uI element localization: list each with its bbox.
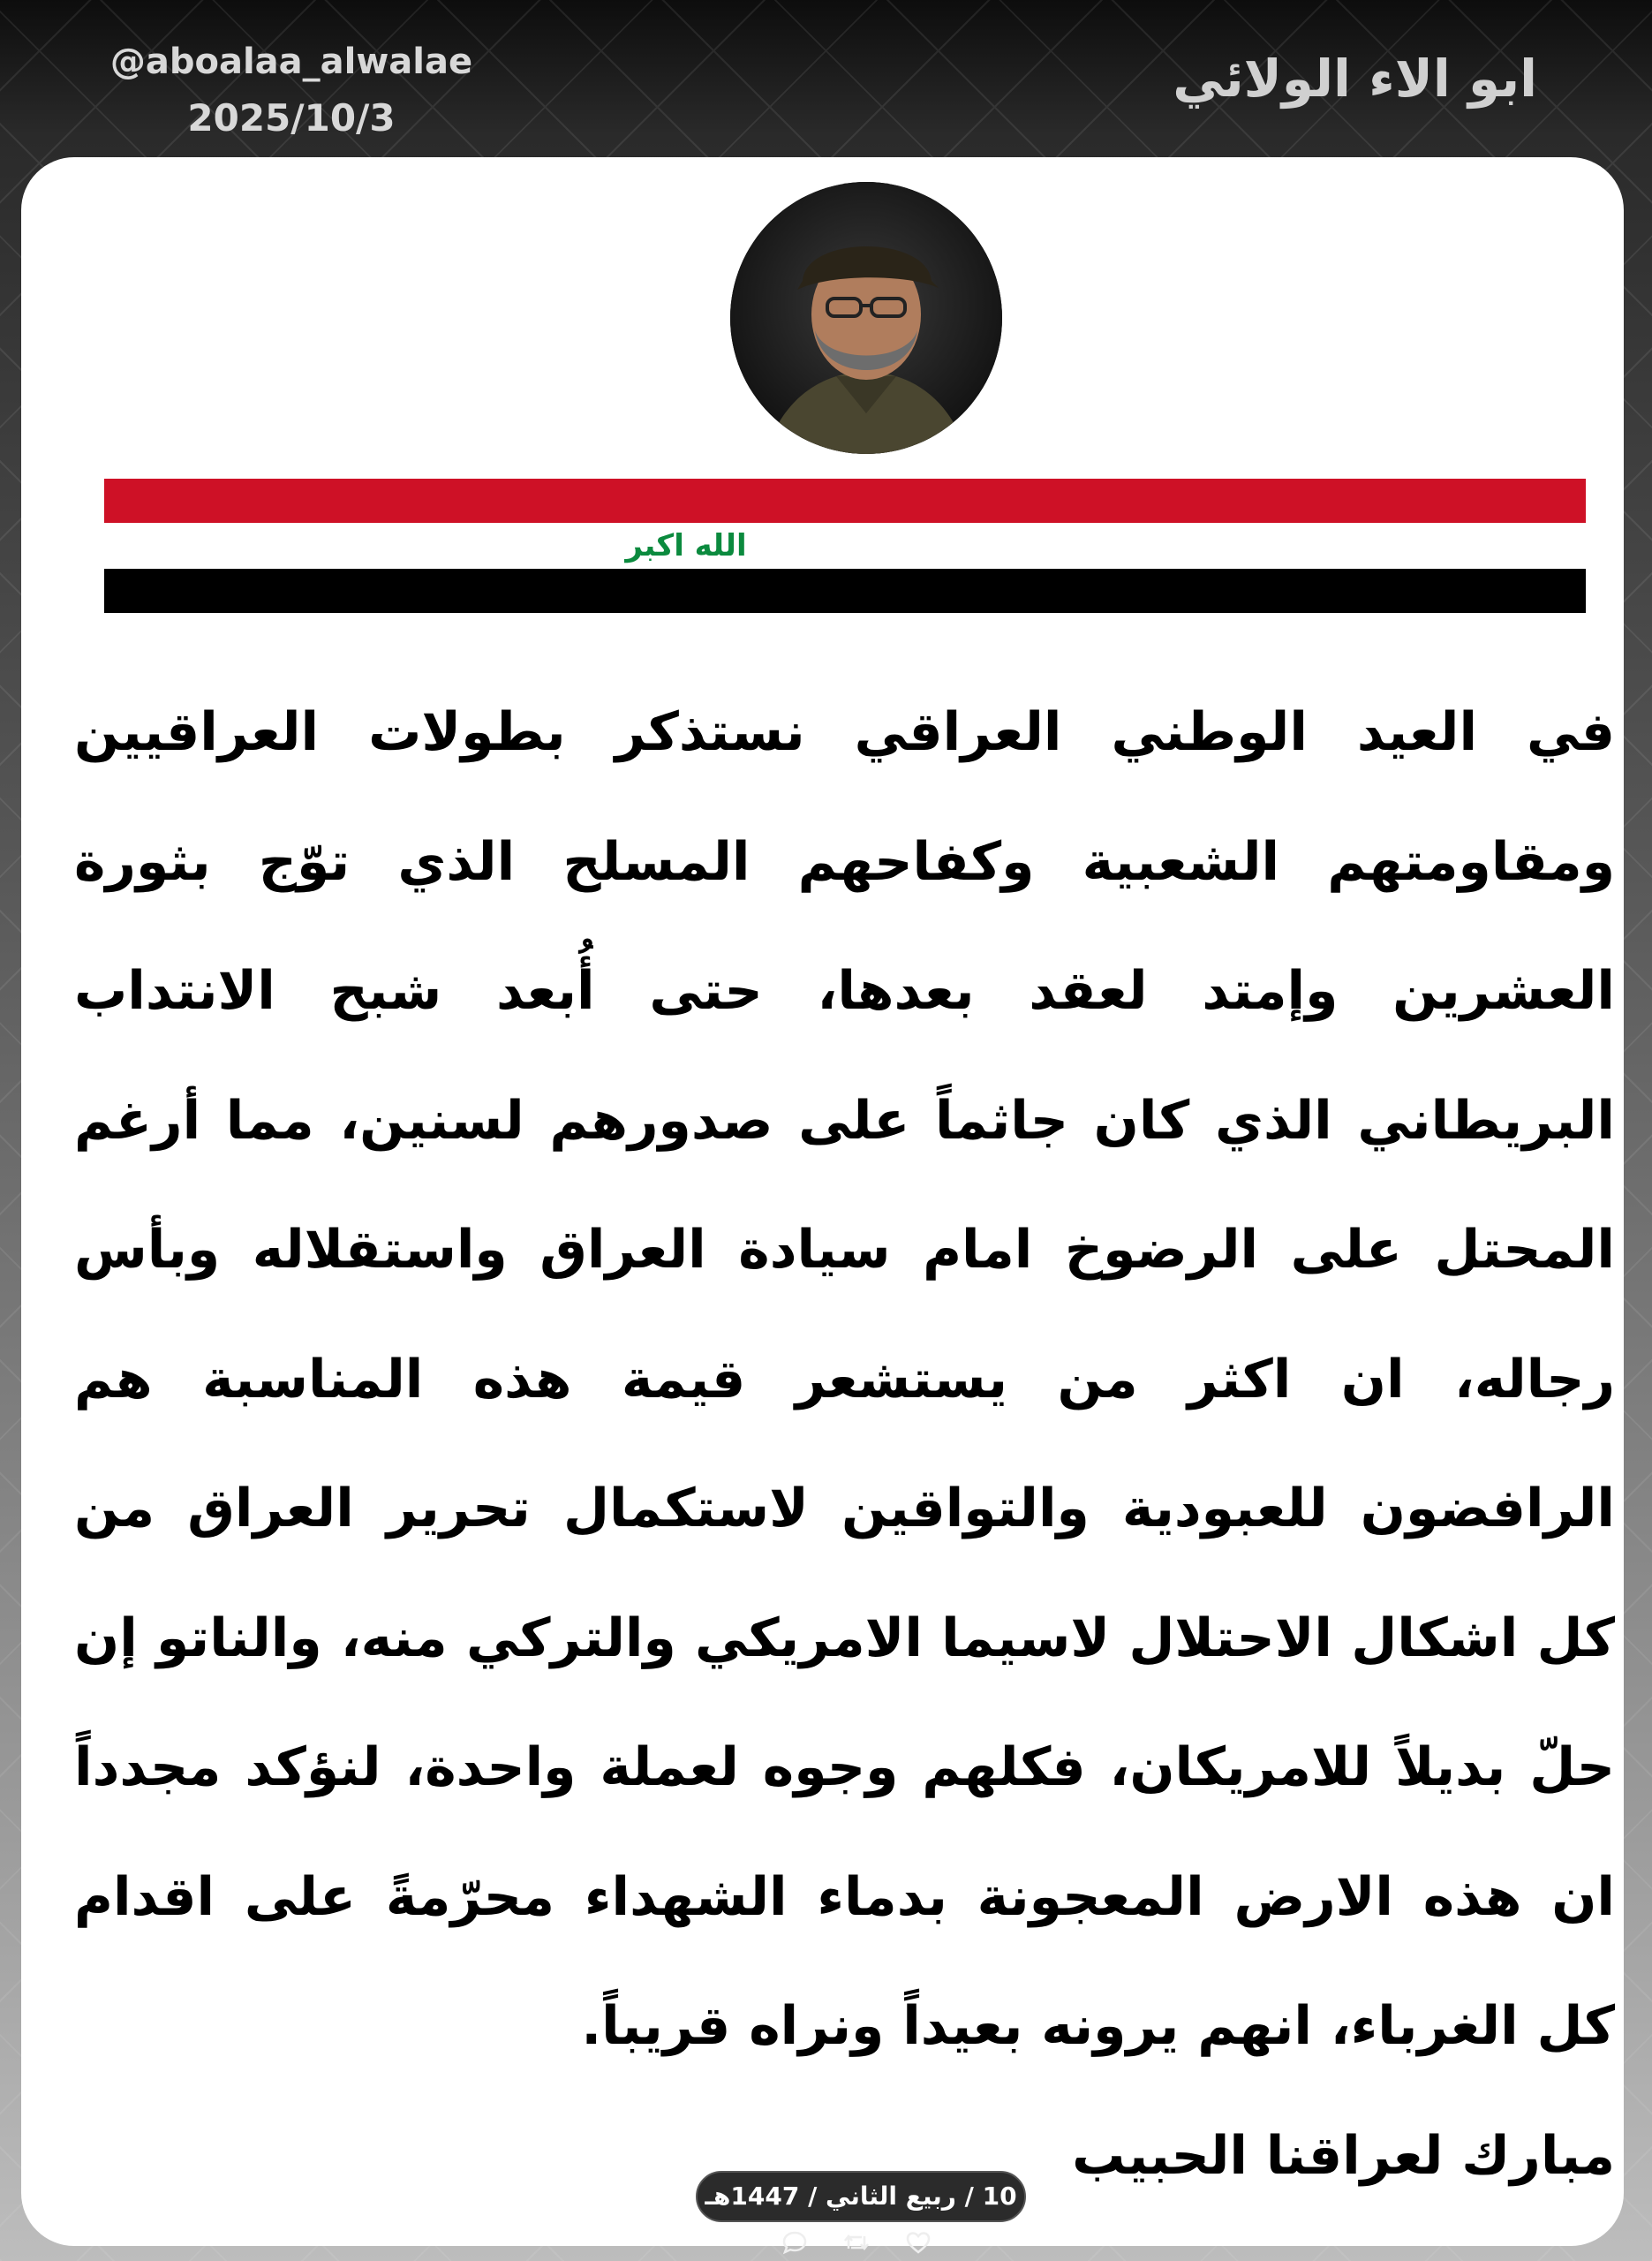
like-button[interactable] [901,2227,936,2257]
post-body: في العيد الوطني العراقي نستذكر بطولات العراقيين ومقاومتهم الشعبية وكفاحهم المسلح الذي توّج بثورة العشرين وإمتد لعقد بعدها، حتى أُبعد شبح الانتداب البريطاني الذي كان جاثماً على صدورهم لسنين، مما أرغم المحتل على الرضوخ امام سيادة العراق واستقلاله وبأس رجاله، ان اكثر من يستشعر قيمة هذه المناسبة هم الرافضون للعبودية والتواقين لاستكمال تحرير العراق من كل اشكال الاحتلال لاسيما الامريكي والتركي منه، والناتو إن حلّ بديلاً للامريكان، فكلهم وجوه لعملة واحدة، لنؤكد مجدداً ان هذه الارض المعجونة بدماء الشهداء محرّمةً على اقدام كل الغرباء، انهم يرونه بعيداً ونراه قريباً. [74,701,1615,2057]
post-card [21,157,1624,2246]
flag-takbir: الله اكبر [625,528,747,563]
like-icon [905,2230,932,2255]
comment-button[interactable] [777,2227,812,2257]
repost-button[interactable] [839,2227,874,2257]
author-handle[interactable]: @aboalaa_alwalae [109,42,473,82]
avatar[interactable] [730,182,1002,454]
repost-icon [842,2229,871,2256]
post-closing: مبارك لعراقنا الحبيب [1072,2124,1615,2187]
hijri-date-badge: 10 / ربيع الثاني / 1447هـ [696,2171,1026,2222]
post-text [74,668,1615,2220]
flag-white-stripe [104,523,1586,569]
flag-black-stripe [104,569,1586,613]
flag-red-stripe [104,479,1586,523]
iraq-flag [104,479,1586,613]
comment-icon [781,2229,808,2256]
profile-photo-icon [730,182,1002,454]
post-date: 2025/10/3 [187,96,396,140]
post-actions [777,2227,936,2257]
author-name[interactable]: ابو الاء الولائي [1173,49,1537,109]
